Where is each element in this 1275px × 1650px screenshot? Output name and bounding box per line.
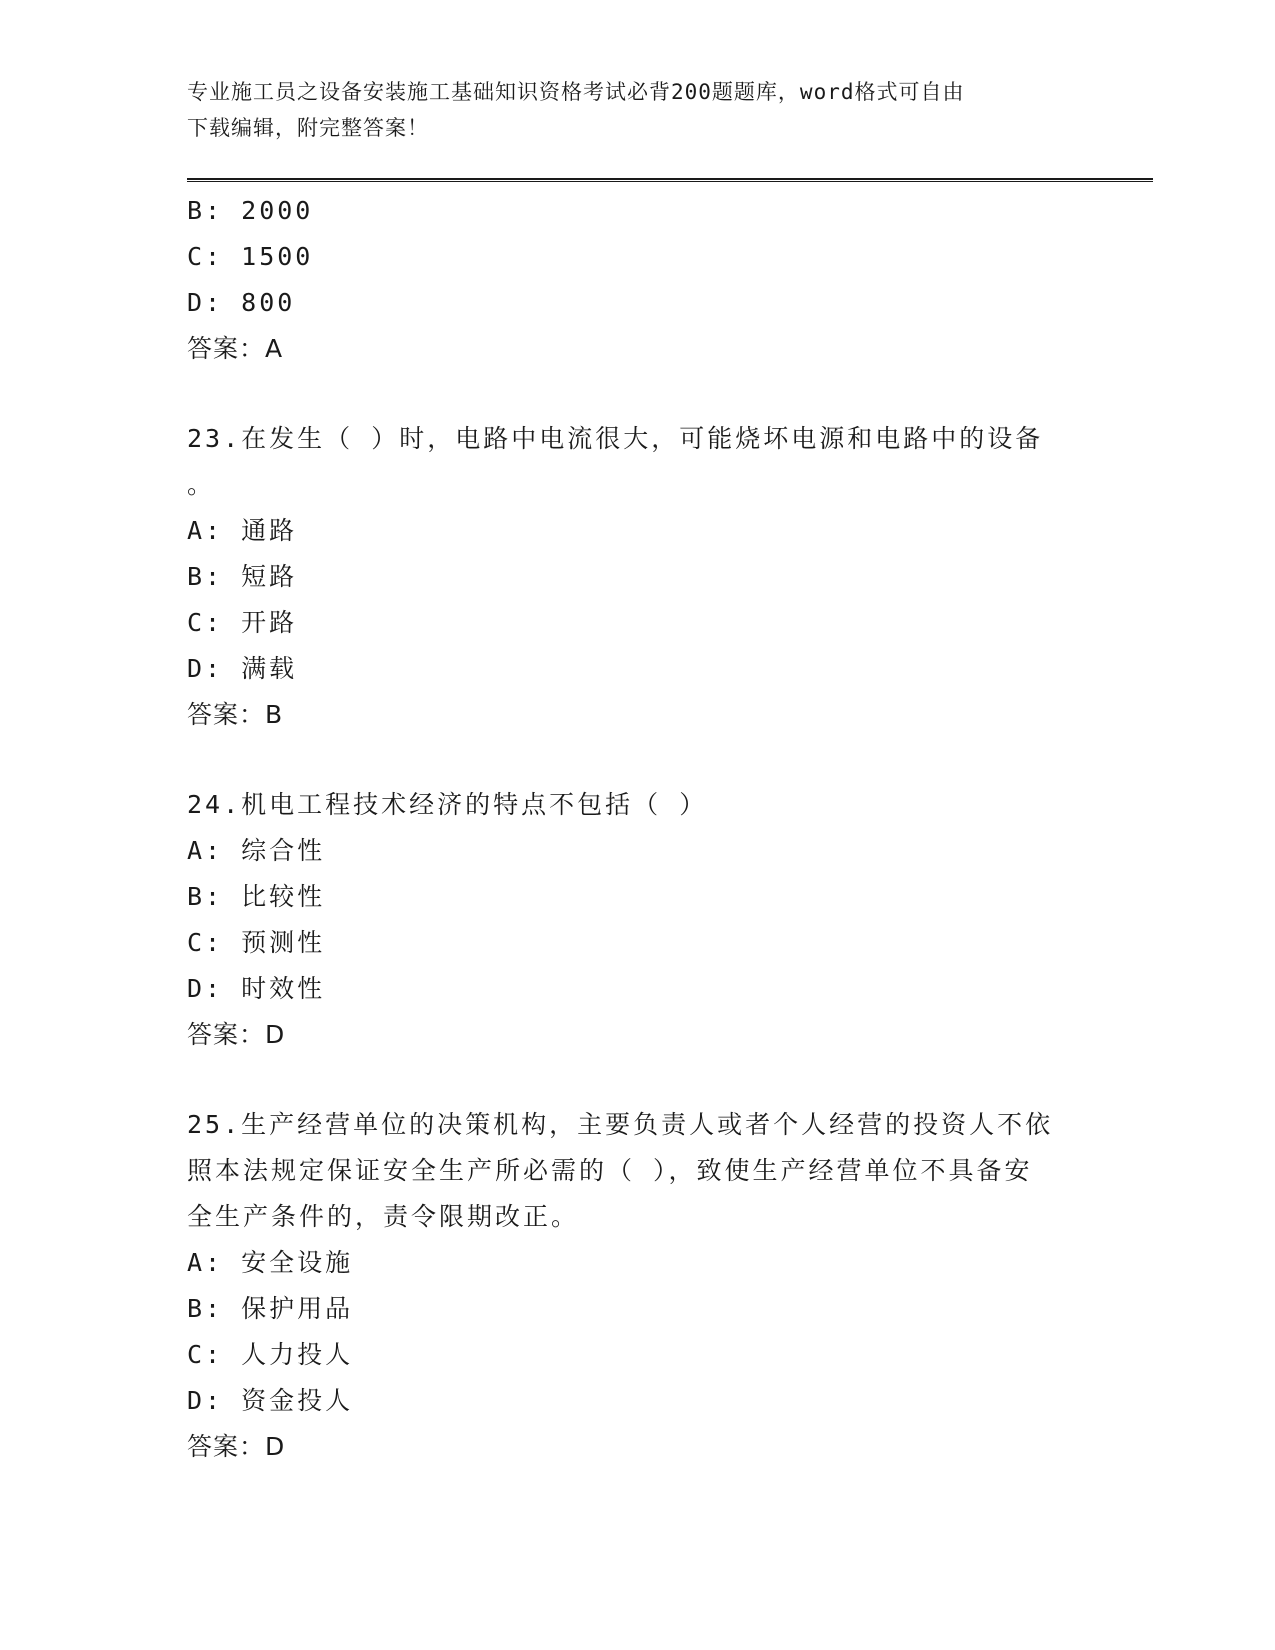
spacer	[187, 372, 1087, 416]
option-c: C: 1500	[187, 242, 314, 271]
header-title-line-1: 专业施工员之设备安装施工基础知识资格考试必背200题题库，word格式可自由	[187, 80, 965, 104]
question-list	[187, 188, 1087, 1470]
option-b: B: 2000	[187, 196, 314, 225]
question-stem-line-1: 25.生产经营单位的决策机构，主要负责人或者个人经营的投资人不依	[187, 1110, 1054, 1139]
question-24	[187, 782, 1087, 1058]
question-stem-line-2: 。	[187, 470, 216, 499]
spacer	[187, 738, 1087, 782]
option-b: B: 短路	[187, 562, 298, 591]
option-a: A: 通路	[187, 516, 298, 545]
question-stem-line-3: 全生产条件的，责令限期改正。	[187, 1202, 580, 1231]
option-b: B: 保护用品	[187, 1294, 354, 1323]
question-23	[187, 416, 1087, 738]
option-a: A: 综合性	[187, 836, 326, 865]
question-stem: 24.机电工程技术经济的特点不包括（ ）	[187, 790, 708, 819]
page-header	[187, 74, 1067, 146]
option-c: C: 开路	[187, 608, 298, 637]
answer-line: 答案：D	[187, 1432, 286, 1461]
question-22	[187, 188, 1087, 372]
question-25	[187, 1102, 1087, 1470]
spacer	[187, 1058, 1087, 1102]
option-c: C: 人力投人	[187, 1340, 354, 1369]
answer-line: 答案：D	[187, 1020, 286, 1049]
option-d: D: 资金投人	[187, 1386, 354, 1415]
option-d: D: 满载	[187, 654, 298, 683]
header-title-line-2: 下载编辑，附完整答案！	[187, 116, 429, 140]
option-b: B: 比较性	[187, 882, 326, 911]
question-stem-line-2: 照本法规定保证安全生产所必需的（ ），致使生产经营单位不具备安	[187, 1156, 1033, 1185]
option-c: C: 预测性	[187, 928, 326, 957]
answer-line: 答案：A	[187, 334, 284, 363]
option-d: D: 时效性	[187, 974, 326, 1003]
header-divider	[187, 178, 1153, 182]
option-d: D: 800	[187, 288, 296, 317]
option-a: A: 安全设施	[187, 1248, 354, 1277]
answer-line: 答案：B	[187, 700, 284, 729]
question-stem-line-1: 23.在发生（ ）时，电路中电流很大，可能烧坏电源和电路中的设备	[187, 424, 1044, 453]
